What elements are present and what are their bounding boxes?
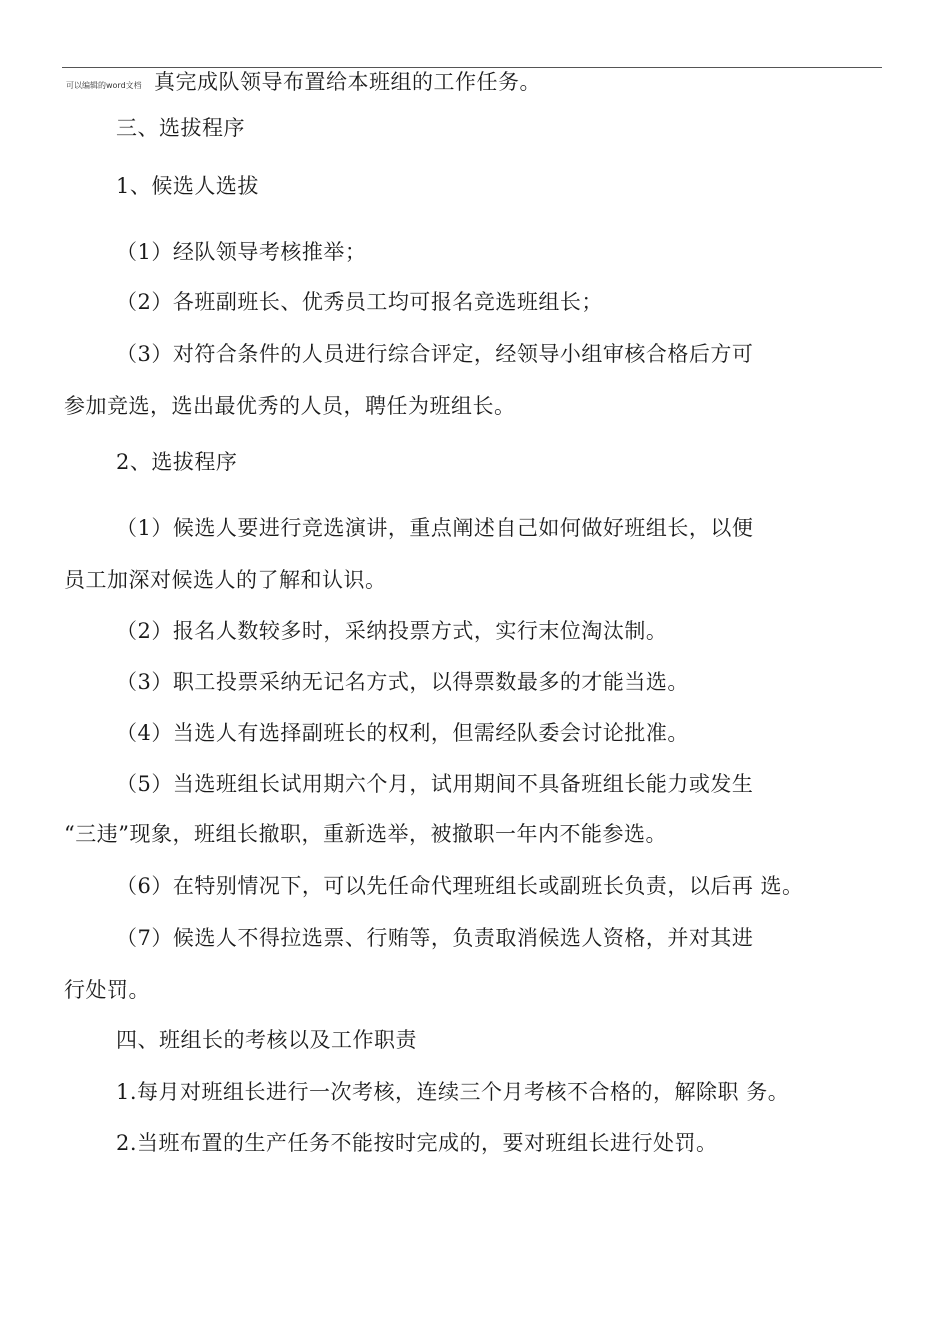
list-item-continuation: “三违”现象，班组长撤职，重新选举，被撤职一年内不能参选。 [64, 822, 667, 846]
list-item: （3）对符合条件的人员进行综合评定，经领导小组审核合格后方可 [116, 342, 754, 366]
list-item: （1）候选人要进行竞选演讲，重点阐述自己如何做好班组长，以便 [116, 516, 754, 540]
subsection-heading: 1、候选人选拔 [116, 174, 259, 198]
list-item: （7）候选人不得拉选票、行贿等，负责取消候选人资格，并对其进 [116, 926, 754, 950]
paragraph-line: 真完成队领导布置给本班组的工作任务。 [154, 70, 541, 94]
list-item: （6）在特别情况下，可以先任命代理班组长或副班长负责，以后再 选。 [116, 874, 804, 898]
header-note: 可以编辑的word文档 [66, 81, 142, 90]
list-item: （4）当选人有选择副班长的权利，但需经队委会讨论批准。 [116, 721, 689, 745]
list-item-continuation: 参加竞选，选出最优秀的人员，聘任为班组长。 [64, 394, 516, 418]
list-item-continuation: 行处罚。 [64, 978, 150, 1002]
list-item: （2）各班副班长、优秀员工均可报名竞选班组长； [116, 290, 603, 314]
list-item: 1.每月对班组长进行一次考核，连续三个月考核不合格的，解除职 务。 [116, 1080, 790, 1104]
list-item: （5）当选班组长试用期六个月，试用期间不具备班组长能力或发生 [116, 772, 754, 796]
list-item: （2）报名人数较多时，采纳投票方式，实行末位淘汰制。 [116, 619, 668, 643]
list-item-continuation: 员工加深对候选人的了解和认识。 [64, 568, 387, 592]
subsection-heading: 2、选拔程序 [116, 450, 238, 474]
list-item: （1）经队领导考核推举； [116, 240, 367, 264]
list-item: （3）职工投票采纳无记名方式，以得票数最多的才能当选。 [116, 670, 689, 694]
section-heading: 三、选拔程序 [116, 116, 245, 140]
section-heading: 四、班组长的考核以及工作职责 [116, 1028, 417, 1052]
list-item: 2.当班布置的生产任务不能按时完成的，要对班组长进行处罚。 [116, 1131, 718, 1155]
